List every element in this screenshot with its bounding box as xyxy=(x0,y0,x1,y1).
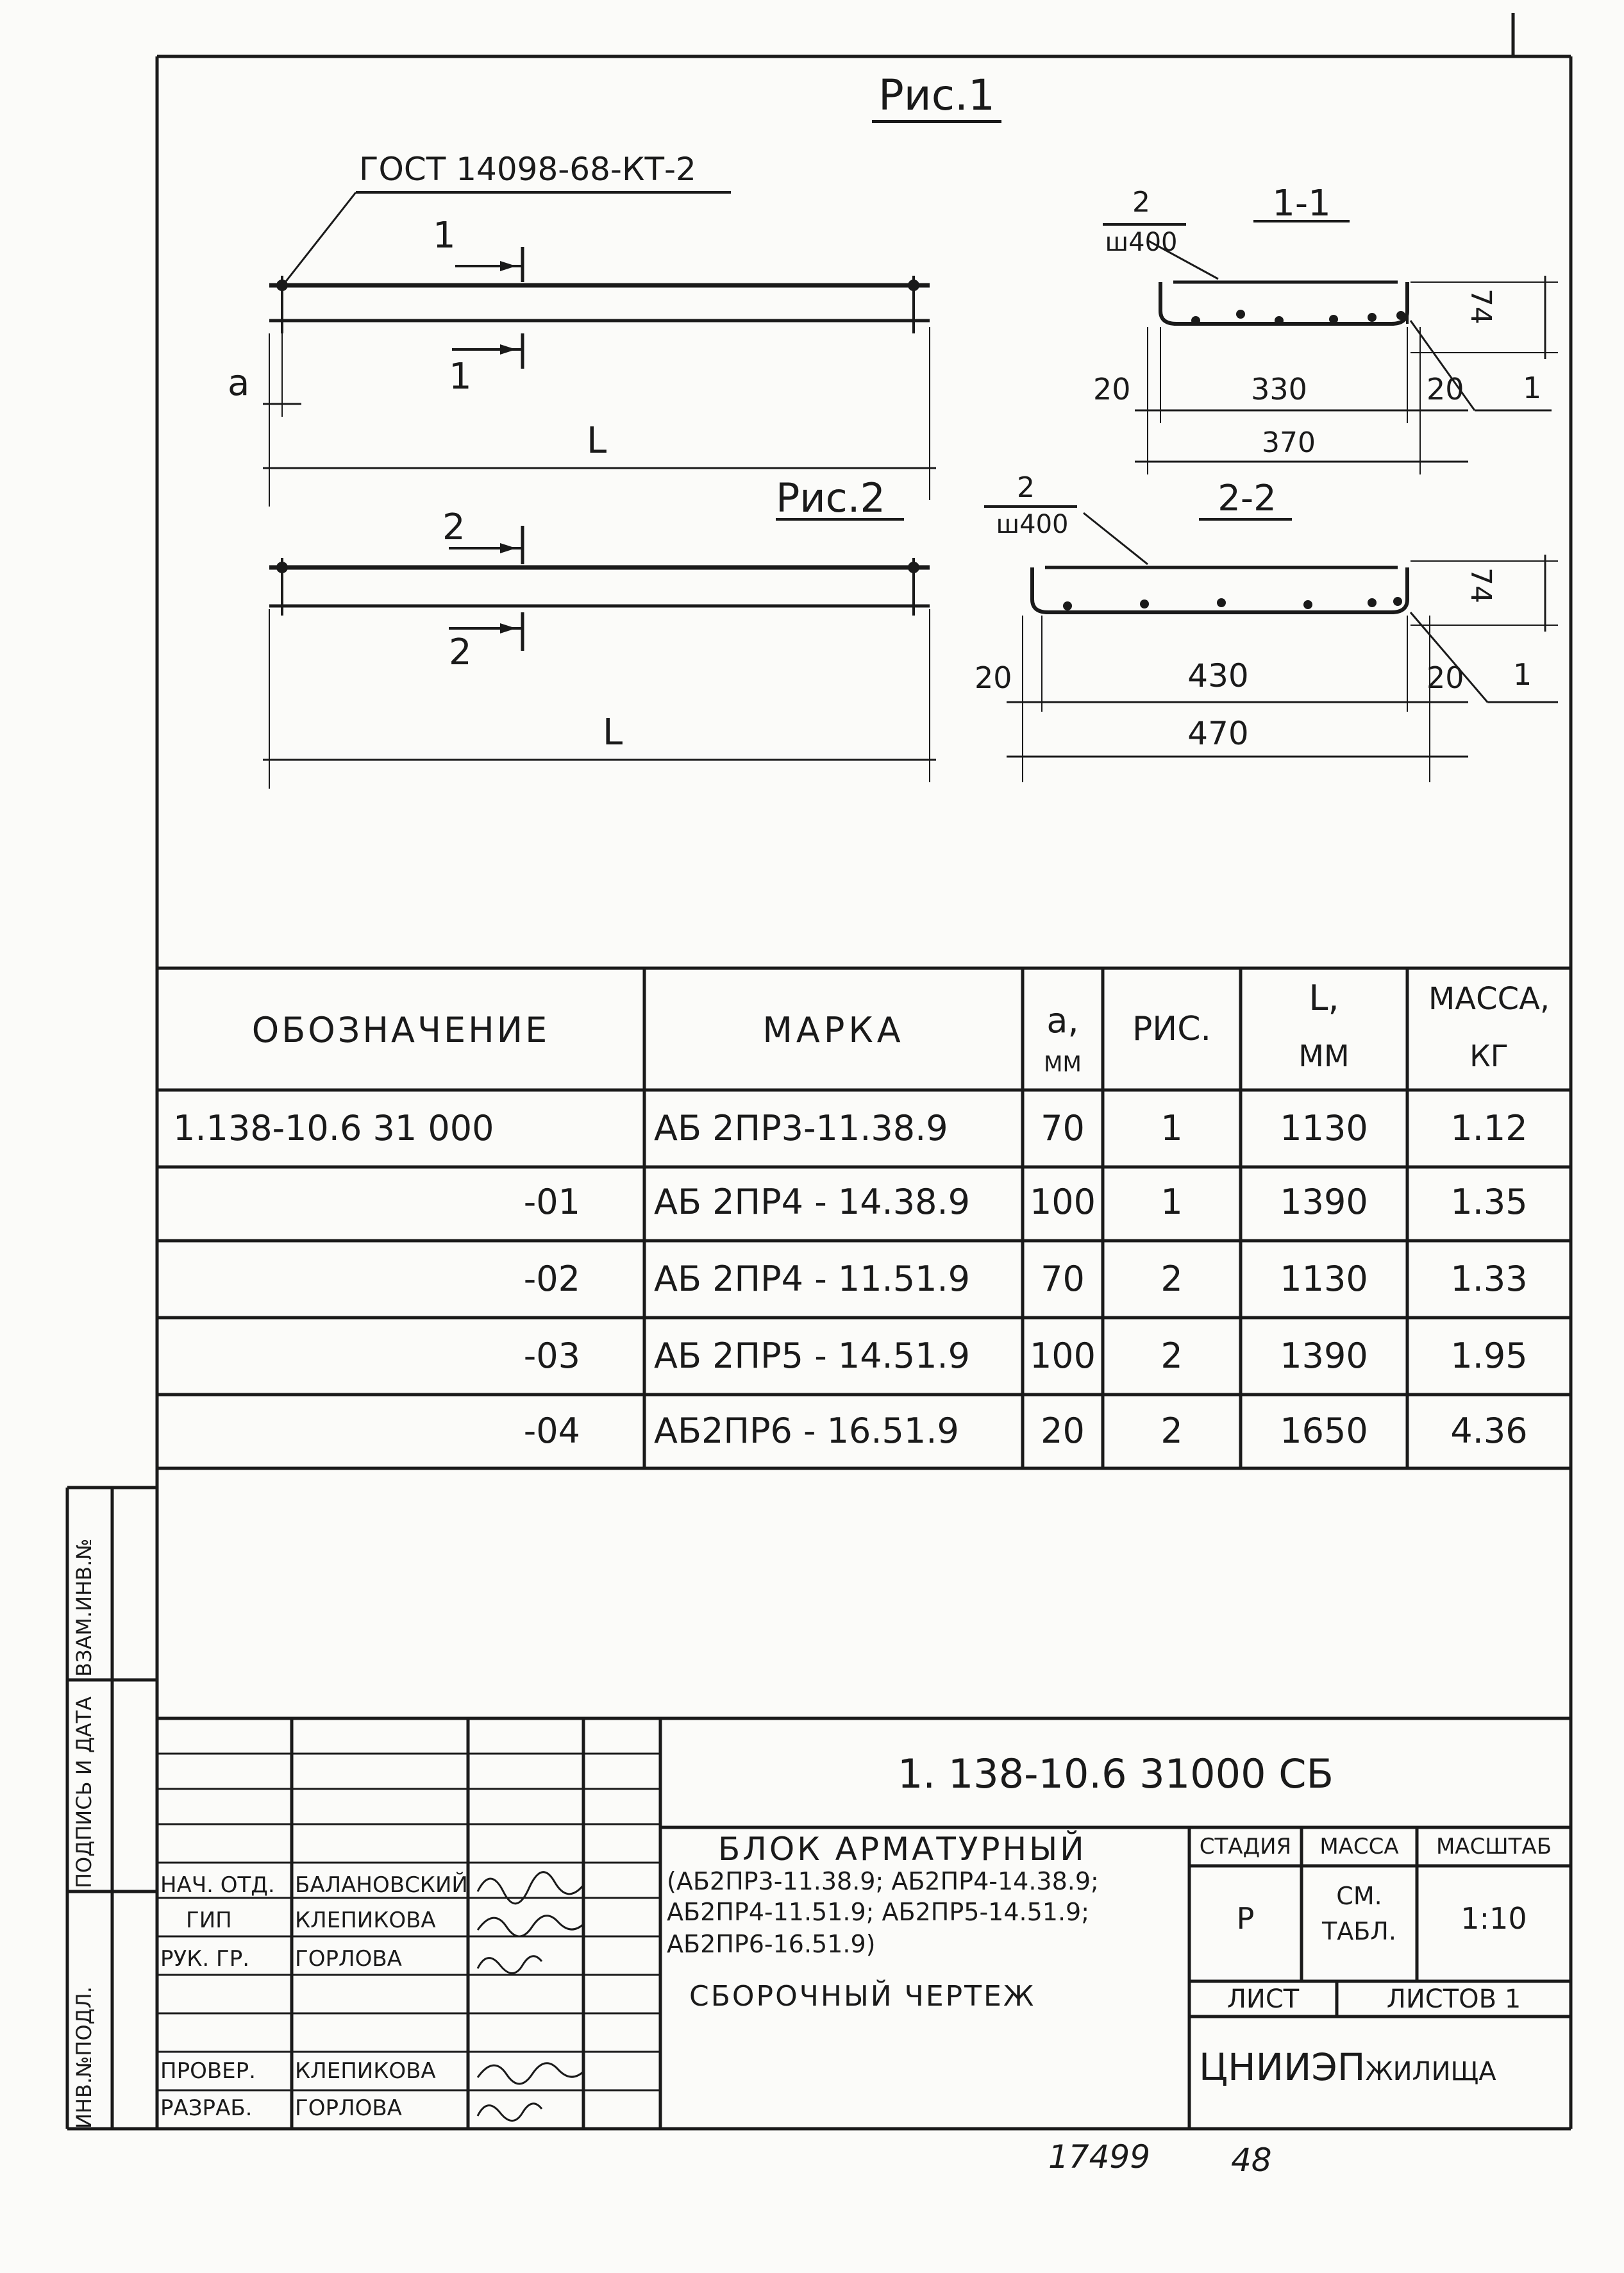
signer-role: РАЗРАБ. xyxy=(160,2095,253,2121)
section-1-1-pos-num: 2 xyxy=(1132,186,1150,219)
header-mass-unit: КГ xyxy=(1469,1039,1509,1073)
table-cell-a: 100 xyxy=(1029,1182,1096,1222)
stage-label: СТАДИЯ xyxy=(1199,1834,1292,1859)
table-cell-a: 70 xyxy=(1041,1259,1085,1299)
fig2-dim-L: L xyxy=(603,712,623,753)
section-2-2-height: 74 xyxy=(1464,567,1497,603)
signer-name: ГОРЛОВА xyxy=(295,2095,402,2121)
table-cell-a: 70 xyxy=(1041,1108,1085,1148)
fig1-dim-a: a xyxy=(228,362,250,404)
section-2-2-edge-left: 20 xyxy=(975,660,1012,695)
signer-name: КЛЕПИКОВА xyxy=(295,1908,436,1933)
table-cell-designation: -02 xyxy=(523,1259,580,1299)
section-1-1-title: 1-1 xyxy=(1272,183,1331,224)
gost-callout: ГОСТ 14098-68-КТ-2 xyxy=(359,151,696,188)
table-cell-L: 1130 xyxy=(1280,1259,1368,1299)
section-1-1-edge-right: 20 xyxy=(1427,372,1464,407)
table-cell-mass: 1.12 xyxy=(1450,1108,1528,1148)
sheet-label: ЛИСТ xyxy=(1226,1984,1300,2014)
table-cell-fig: 2 xyxy=(1160,1411,1183,1451)
page-number: 48 xyxy=(1231,2142,1272,2179)
header-L-unit: ММ xyxy=(1298,1039,1350,1073)
header-mass: МАССА, xyxy=(1428,981,1550,1017)
table-cell-mass: 1.95 xyxy=(1450,1336,1528,1376)
section-2-2-edge-right: 20 xyxy=(1427,660,1464,695)
signer-role: ГИП xyxy=(186,1908,232,1933)
mass-value-line1: СМ. xyxy=(1336,1882,1382,1910)
product-name-line1: БЛОК АРМАТУРНЫЙ xyxy=(718,1831,1087,1868)
table-cell-mass: 1.33 xyxy=(1450,1259,1528,1299)
mass-value-line2: ТАБЛ. xyxy=(1322,1917,1396,1945)
product-name-line2: (АБ2ПР3-11.38.9; АБ2ПР4-14.38.9; xyxy=(667,1867,1099,1895)
section-1-1-outer: 370 xyxy=(1262,426,1316,459)
fig1-title: Рис.1 xyxy=(872,71,1001,123)
section-2-2-inner: 430 xyxy=(1187,657,1249,694)
table-cell-fig: 2 xyxy=(1160,1336,1183,1376)
signature-scribble-5 xyxy=(478,2104,542,2121)
section-1-1-inner: 330 xyxy=(1251,372,1307,407)
signer-name: ГОРЛОВА xyxy=(295,1946,402,1972)
margin-sign-date: ПОДПИСЬ И ДАТА xyxy=(72,1696,96,1888)
fig2-title: Рис.2 xyxy=(776,474,885,521)
mass-label: МАССА xyxy=(1319,1834,1399,1859)
signature-scribble-3 xyxy=(478,1956,542,1974)
signer-role: ПРОВЕР. xyxy=(160,2058,256,2084)
section-2-2-weld: ш400 xyxy=(996,510,1069,539)
table-cell-mark: АБ 2ПР4 - 14.38.9 xyxy=(654,1182,970,1222)
header-designation: ОБОЗНАЧЕНИЕ xyxy=(251,1010,550,1050)
organization-name-part2: ЖИЛИЩА xyxy=(1365,2057,1496,2086)
table-cell-designation: -03 xyxy=(523,1336,580,1376)
section-2-2-outer: 470 xyxy=(1187,715,1249,752)
archive-number: 17499 xyxy=(1048,2138,1151,2176)
signer-name: КЛЕПИКОВА xyxy=(295,2058,436,2084)
table-cell-L: 1650 xyxy=(1280,1411,1368,1451)
section-1-1-callout: 1 xyxy=(1523,371,1542,405)
fig1-cut-bottom-label: 1 xyxy=(449,356,472,398)
organization-name xyxy=(1199,2045,1496,2089)
fig2-cut-top-label: 2 xyxy=(442,507,465,548)
signer-role: НАЧ. ОТД. xyxy=(160,1872,275,1898)
table-cell-mark: АБ 2ПР5 - 14.51.9 xyxy=(654,1336,970,1376)
table-cell-mass: 1.35 xyxy=(1450,1182,1528,1222)
section-2-2-callout: 1 xyxy=(1513,657,1532,692)
table-cell-mark: АБ 2ПР3-11.38.9 xyxy=(654,1108,948,1148)
header-L-symbol: L, xyxy=(1309,978,1339,1018)
signature-scribble-4 xyxy=(478,2063,583,2084)
product-name-line4: АБ2ПР6-16.51.9) xyxy=(667,1930,876,1958)
margin-vzam-inv: ВЗАМ.ИНВ.№ xyxy=(72,1538,96,1677)
table-cell-fig: 2 xyxy=(1160,1259,1183,1299)
product-name-line3: АБ2ПР4-11.51.9; АБ2ПР5-14.51.9; xyxy=(667,1898,1090,1926)
fig1-dim-L: L xyxy=(587,420,607,462)
margin-inv-podl: ИНВ.№ПОДЛ. xyxy=(72,1986,96,2129)
organization-name-part1: ЦНИИЭП xyxy=(1199,2045,1366,2089)
table-cell-designation: 1.138-10.6 31 000 xyxy=(173,1108,494,1148)
table-cell-designation: -01 xyxy=(523,1182,580,1222)
table-cell-mark: АБ2ПР6 - 16.51.9 xyxy=(654,1411,959,1451)
table-cell-a: 20 xyxy=(1041,1411,1085,1451)
table-cell-fig: 1 xyxy=(1160,1108,1183,1148)
table-cell-fig: 1 xyxy=(1160,1182,1183,1222)
header-mark: МАРКА xyxy=(762,1010,905,1050)
scale-label: МАСШТАБ xyxy=(1436,1834,1552,1859)
section-1-1-height: 74 xyxy=(1464,289,1497,324)
signer-name: БАЛАНОВСКИЙ xyxy=(295,1872,468,1898)
stage-value: Р xyxy=(1236,1901,1255,1936)
section-1-1-edge-left: 20 xyxy=(1093,372,1131,407)
section-2-2-title: 2-2 xyxy=(1218,478,1277,519)
header-fig: РИС. xyxy=(1132,1010,1212,1048)
table-cell-L: 1390 xyxy=(1280,1336,1368,1376)
table-cell-L: 1130 xyxy=(1280,1108,1368,1148)
table-cell-L: 1390 xyxy=(1280,1182,1368,1222)
sheets-count-label: ЛИСТОВ 1 xyxy=(1386,1984,1521,2014)
scale-value: 1:10 xyxy=(1461,1901,1527,1936)
fig1-cut-top-label: 1 xyxy=(433,215,456,256)
header-a-symbol: a, xyxy=(1046,1000,1079,1041)
fig2-cut-bottom-label: 2 xyxy=(449,632,472,673)
section-2-2-pos-num: 2 xyxy=(1017,471,1035,504)
signer-role: РУК. ГР. xyxy=(160,1946,250,1972)
drawing-type: СБОРОЧНЫЙ ЧЕРТЕЖ xyxy=(689,1980,1036,2013)
table-cell-designation: -04 xyxy=(523,1411,580,1451)
signature-scribble-2 xyxy=(478,1916,583,1936)
table-cell-mass: 4.36 xyxy=(1450,1411,1528,1451)
table-cell-mark: АБ 2ПР4 - 11.51.9 xyxy=(654,1259,970,1299)
table-cell-a: 100 xyxy=(1029,1336,1096,1376)
section-1-1-weld: ш400 xyxy=(1105,228,1178,257)
header-a-unit: ММ xyxy=(1044,1052,1082,1077)
doc-code: 1. 138-10.6 31000 СБ xyxy=(897,1750,1334,1797)
